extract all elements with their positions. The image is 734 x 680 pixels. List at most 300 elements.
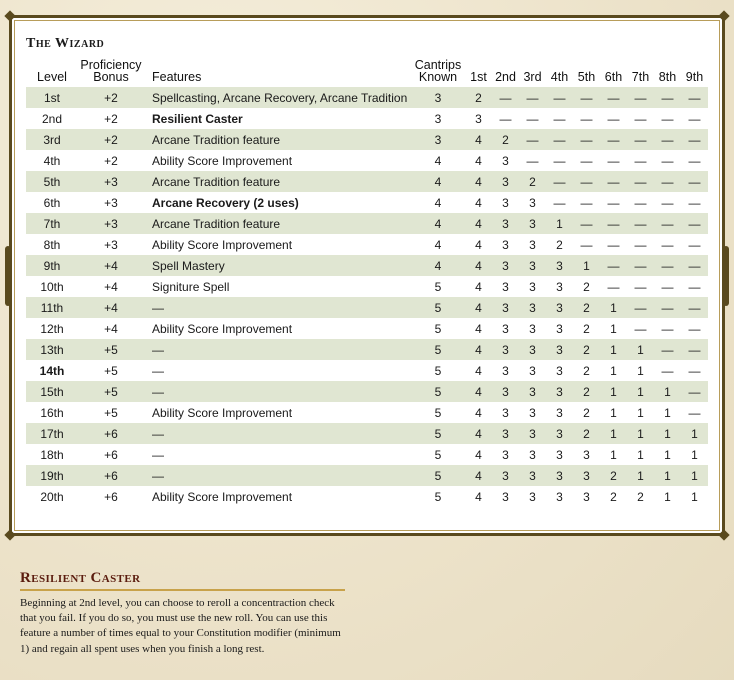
- row-spell-slot: 3: [546, 297, 573, 318]
- row-spell-slot: —: [607, 195, 620, 210]
- row-spell-slot: —: [661, 195, 674, 210]
- row-spell-slot: 1: [627, 423, 654, 444]
- row-spell-slot: —: [688, 237, 701, 252]
- row-cantrips-known: 5: [411, 339, 465, 360]
- row-spell-slot: 3: [573, 465, 600, 486]
- row-spell-slot: —: [553, 111, 566, 126]
- row-spell-slot: —: [654, 87, 681, 108]
- header-features: Features: [152, 70, 202, 84]
- row-spell-slot: —: [607, 279, 620, 294]
- table-row: [26, 465, 708, 486]
- row-features: —: [152, 447, 164, 462]
- row-proficiency-bonus: +2: [78, 129, 144, 150]
- section-title: Resilient Caster: [20, 570, 141, 586]
- header-slot-1st: 1st: [470, 70, 487, 84]
- row-spell-slot: —: [573, 129, 600, 150]
- row-spell-slot: —: [580, 237, 593, 252]
- row-spell-slot: 4: [465, 465, 492, 486]
- table-row: [26, 108, 708, 129]
- row-spell-slot: 1: [654, 465, 681, 486]
- row-spell-slot: —: [681, 381, 708, 402]
- row-spell-slot: 4: [465, 171, 492, 192]
- row-spell-slot: 2: [637, 489, 644, 504]
- row-spell-slot: —: [661, 363, 674, 378]
- row-proficiency-bonus: +6: [78, 423, 144, 444]
- row-features: Arcane Tradition feature: [144, 213, 411, 234]
- row-spell-slot: 3: [492, 339, 519, 360]
- row-spell-slot: 3: [502, 447, 509, 462]
- row-spell-slot: —: [661, 237, 674, 252]
- table-row: [26, 360, 708, 381]
- row-cantrips-known: 5: [434, 447, 442, 462]
- row-spell-slot: —: [580, 111, 593, 126]
- row-spell-slot: 3: [519, 465, 546, 486]
- row-spell-slot: —: [634, 279, 647, 294]
- row-spell-slot: 4: [475, 405, 482, 420]
- row-spell-slot: —: [600, 255, 627, 276]
- table-row: [26, 402, 708, 423]
- row-spell-slot: 3: [556, 279, 563, 294]
- row-spell-slot: 4: [465, 213, 492, 234]
- row-spell-slot: 3: [529, 363, 536, 378]
- row-spell-slot: 4: [475, 489, 482, 504]
- row-level: 4th: [43, 153, 61, 168]
- row-spell-slot: 3: [492, 171, 519, 192]
- row-spell-slot: —: [580, 153, 593, 168]
- row-level: 5th: [26, 171, 78, 192]
- row-spell-slot: 3: [529, 237, 536, 252]
- row-spell-slot: —: [600, 171, 627, 192]
- row-spell-slot: 1: [691, 447, 698, 462]
- row-spell-slot: —: [526, 153, 539, 168]
- row-spell-slot: 4: [475, 237, 482, 252]
- row-spell-slot: —: [519, 87, 546, 108]
- row-spell-slot: —: [681, 213, 708, 234]
- row-spell-slot: 4: [475, 321, 482, 336]
- row-level: 3rd: [26, 129, 78, 150]
- row-spell-slot: 3: [556, 489, 563, 504]
- row-spell-slot: 3: [556, 405, 563, 420]
- row-spell-slot: —: [688, 405, 701, 420]
- row-spell-slot: 2: [583, 321, 590, 336]
- row-level: 17th: [26, 423, 78, 444]
- row-spell-slot: 4: [475, 447, 482, 462]
- row-cantrips-known: 3: [411, 129, 465, 150]
- row-proficiency-bonus: +3: [78, 171, 144, 192]
- row-cantrips-known: 5: [411, 423, 465, 444]
- row-spell-slot: —: [627, 213, 654, 234]
- row-spell-slot: 3: [583, 447, 590, 462]
- row-spell-slot: 3: [546, 423, 573, 444]
- row-spell-slot: 4: [465, 381, 492, 402]
- row-spell-slot: —: [546, 129, 573, 150]
- row-spell-slot: 3: [519, 255, 546, 276]
- header-cantrips-known: Cantrips Known: [414, 58, 462, 84]
- row-proficiency-bonus: +6: [104, 489, 118, 504]
- row-features: Arcane Tradition feature: [144, 171, 411, 192]
- row-spell-slot: 1: [546, 213, 573, 234]
- class-table-frame: [9, 15, 725, 536]
- row-spell-slot: —: [627, 297, 654, 318]
- row-spell-slot: 1: [627, 339, 654, 360]
- row-spell-slot: 2: [600, 465, 627, 486]
- row-spell-slot: 1: [610, 405, 617, 420]
- frame-corner-ornament: [717, 9, 731, 23]
- header-slot-8th: 8th: [658, 70, 677, 84]
- row-proficiency-bonus: +5: [104, 363, 118, 378]
- row-spell-slot: 3: [502, 153, 509, 168]
- row-level: 2nd: [41, 111, 63, 126]
- row-spell-slot: 3: [492, 297, 519, 318]
- row-spell-slot: 4: [465, 423, 492, 444]
- table-row: [26, 255, 708, 276]
- row-spell-slot: —: [600, 87, 627, 108]
- row-spell-slot: —: [661, 153, 674, 168]
- row-spell-slot: 1: [637, 405, 644, 420]
- row-spell-slot: 1: [664, 447, 671, 462]
- row-spell-slot: 4: [475, 279, 482, 294]
- row-proficiency-bonus: +2: [104, 153, 118, 168]
- row-spell-slot: —: [553, 153, 566, 168]
- row-level: 19th: [26, 465, 78, 486]
- row-spell-slot: 3: [556, 447, 563, 462]
- row-spell-slot: 1: [654, 381, 681, 402]
- row-spell-slot: —: [546, 87, 573, 108]
- row-spell-slot: —: [681, 171, 708, 192]
- row-spell-slot: 2: [519, 171, 546, 192]
- row-spell-slot: 3: [529, 405, 536, 420]
- row-spell-slot: 2: [610, 489, 617, 504]
- row-spell-slot: —: [661, 321, 674, 336]
- row-features: Resilient Caster: [152, 111, 243, 126]
- row-spell-slot: 1: [654, 423, 681, 444]
- row-features: —: [144, 297, 411, 318]
- row-spell-slot: 1: [691, 489, 698, 504]
- row-spell-slot: 3: [529, 195, 536, 210]
- row-spell-slot: 4: [465, 129, 492, 150]
- row-level: 10th: [40, 279, 64, 294]
- table-row: [26, 339, 708, 360]
- row-spell-slot: —: [681, 339, 708, 360]
- row-level: 11th: [26, 297, 78, 318]
- row-spell-slot: —: [553, 195, 566, 210]
- frame-corner-ornament: [3, 528, 17, 542]
- row-spell-slot: —: [688, 321, 701, 336]
- header-slot-6th: 6th: [604, 70, 623, 84]
- table-title: The Wizard: [26, 36, 105, 51]
- row-cantrips-known: 5: [434, 321, 442, 336]
- row-spell-slot: 3: [546, 381, 573, 402]
- row-spell-slot: —: [654, 213, 681, 234]
- row-spell-slot: 1: [610, 321, 617, 336]
- row-spell-slot: 3: [475, 111, 482, 126]
- row-features: —: [144, 465, 411, 486]
- row-spell-slot: 3: [502, 405, 509, 420]
- row-spell-slot: —: [654, 129, 681, 150]
- row-spell-slot: —: [688, 111, 701, 126]
- table-row: [26, 213, 708, 234]
- row-cantrips-known: 5: [411, 381, 465, 402]
- section-title-underline: [20, 589, 345, 591]
- row-spell-slot: —: [600, 213, 627, 234]
- header-slot-2nd: 2nd: [495, 70, 516, 84]
- row-spell-slot: 3: [519, 339, 546, 360]
- row-spell-slot: 1: [681, 465, 708, 486]
- row-features: Arcane Tradition feature: [144, 129, 411, 150]
- row-proficiency-bonus: +6: [104, 447, 118, 462]
- row-spell-slot: 3: [492, 381, 519, 402]
- row-spell-slot: —: [526, 111, 539, 126]
- row-spell-slot: 3: [529, 321, 536, 336]
- row-proficiency-bonus: +4: [104, 321, 118, 336]
- row-spell-slot: 3: [502, 489, 509, 504]
- row-spell-slot: 1: [600, 381, 627, 402]
- row-features: Spell Mastery: [144, 255, 411, 276]
- row-proficiency-bonus: +5: [104, 405, 118, 420]
- row-cantrips-known: 5: [434, 363, 442, 378]
- row-spell-slot: 1: [600, 297, 627, 318]
- table-row: [26, 486, 708, 507]
- row-spell-slot: 3: [519, 297, 546, 318]
- table-body: [26, 87, 708, 507]
- row-proficiency-bonus: +3: [78, 213, 144, 234]
- row-spell-slot: 3: [529, 489, 536, 504]
- header-slot-3rd: 3rd: [523, 70, 542, 84]
- row-spell-slot: —: [681, 87, 708, 108]
- row-proficiency-bonus: +2: [104, 111, 118, 126]
- table-row: [26, 150, 708, 171]
- row-spell-slot: 2: [556, 237, 563, 252]
- row-features: —: [152, 363, 164, 378]
- row-features: Ability Score Improvement: [152, 237, 293, 252]
- row-cantrips-known: 4: [434, 195, 442, 210]
- header-proficiency-bonus: Proficiency Bonus: [80, 58, 142, 84]
- row-cantrips-known: 5: [411, 297, 465, 318]
- row-spell-slot: 1: [600, 423, 627, 444]
- row-spell-slot: —: [607, 111, 620, 126]
- row-level: 16th: [40, 405, 64, 420]
- row-spell-slot: 1: [610, 363, 617, 378]
- row-level: 9th: [26, 255, 78, 276]
- row-cantrips-known: 5: [434, 489, 442, 504]
- row-spell-slot: —: [580, 195, 593, 210]
- row-spell-slot: 1: [664, 489, 671, 504]
- header-level: Level: [37, 70, 67, 84]
- row-spell-slot: 3: [556, 321, 563, 336]
- frame-corner-ornament: [717, 528, 731, 542]
- row-spell-slot: 3: [492, 255, 519, 276]
- row-level: 20th: [40, 489, 64, 504]
- row-spell-slot: —: [492, 87, 519, 108]
- row-spell-slot: 4: [475, 363, 482, 378]
- header-slot-4th: 4th: [550, 70, 569, 84]
- row-spell-slot: 4: [465, 339, 492, 360]
- row-spell-slot: —: [607, 237, 620, 252]
- table-row: [26, 297, 708, 318]
- row-spell-slot: 1: [681, 423, 708, 444]
- row-spell-slot: —: [519, 129, 546, 150]
- row-spell-slot: 3: [546, 465, 573, 486]
- row-spell-slot: —: [654, 171, 681, 192]
- row-proficiency-bonus: +3: [104, 195, 118, 210]
- row-spell-slot: 3: [556, 363, 563, 378]
- row-cantrips-known: 5: [411, 465, 465, 486]
- row-spell-slot: 1: [664, 405, 671, 420]
- wizard-class-table: [26, 59, 708, 507]
- row-spell-slot: —: [654, 255, 681, 276]
- row-spell-slot: —: [661, 111, 674, 126]
- row-spell-slot: —: [634, 153, 647, 168]
- row-spell-slot: —: [681, 129, 708, 150]
- row-spell-slot: 2: [573, 339, 600, 360]
- row-spell-slot: —: [681, 297, 708, 318]
- row-level: 7th: [26, 213, 78, 234]
- row-level: 13th: [26, 339, 78, 360]
- table-row: [26, 318, 708, 339]
- row-cantrips-known: 4: [434, 237, 442, 252]
- table-row: [26, 423, 708, 444]
- row-level: 1st: [26, 87, 78, 108]
- row-proficiency-bonus: +2: [78, 87, 144, 108]
- row-spell-slot: 3: [529, 279, 536, 294]
- row-cantrips-known: 4: [411, 171, 465, 192]
- row-spell-slot: —: [654, 339, 681, 360]
- row-proficiency-bonus: +5: [78, 339, 144, 360]
- row-spell-slot: —: [688, 195, 701, 210]
- row-spell-slot: —: [654, 297, 681, 318]
- row-spell-slot: 4: [475, 195, 482, 210]
- table-row: [26, 171, 708, 192]
- row-spell-slot: 1: [610, 447, 617, 462]
- row-spell-slot: —: [627, 87, 654, 108]
- row-cantrips-known: 4: [434, 153, 442, 168]
- row-spell-slot: —: [681, 255, 708, 276]
- row-spell-slot: 4: [465, 255, 492, 276]
- row-cantrips-known: 4: [411, 255, 465, 276]
- row-cantrips-known: 3: [434, 111, 442, 126]
- row-spell-slot: —: [688, 363, 701, 378]
- header-slot-5th: 5th: [577, 70, 596, 84]
- row-spell-slot: 3: [583, 489, 590, 504]
- row-spell-slot: 2: [573, 381, 600, 402]
- row-spell-slot: 3: [492, 423, 519, 444]
- row-level: 18th: [40, 447, 64, 462]
- table-row: [26, 129, 708, 150]
- row-level: 12th: [40, 321, 64, 336]
- row-spell-slot: —: [573, 171, 600, 192]
- row-spell-slot: 2: [583, 405, 590, 420]
- row-proficiency-bonus: +4: [78, 297, 144, 318]
- row-cantrips-known: 3: [411, 87, 465, 108]
- frame-side-ornament: [5, 246, 11, 306]
- frame-side-ornament: [723, 246, 729, 306]
- row-cantrips-known: 5: [434, 405, 442, 420]
- row-spell-slot: 2: [583, 279, 590, 294]
- row-spell-slot: 2: [465, 87, 492, 108]
- table-row: [26, 381, 708, 402]
- row-cantrips-known: 4: [411, 213, 465, 234]
- row-level: 14th: [39, 363, 65, 378]
- row-spell-slot: 3: [519, 213, 546, 234]
- row-spell-slot: 1: [637, 447, 644, 462]
- row-spell-slot: —: [607, 153, 620, 168]
- row-spell-slot: —: [600, 129, 627, 150]
- row-features: Signiture Spell: [152, 279, 230, 294]
- row-level: 6th: [43, 195, 61, 210]
- table-row: [26, 444, 708, 465]
- row-spell-slot: —: [634, 237, 647, 252]
- row-spell-slot: 3: [502, 195, 509, 210]
- row-cantrips-known: 5: [434, 279, 442, 294]
- row-spell-slot: 2: [492, 129, 519, 150]
- row-spell-slot: 3: [502, 279, 509, 294]
- row-spell-slot: 1: [627, 381, 654, 402]
- row-spell-slot: —: [573, 213, 600, 234]
- row-spell-slot: —: [546, 171, 573, 192]
- row-features: Spellcasting, Arcane Recovery, Arcane Tradition: [144, 87, 411, 108]
- row-proficiency-bonus: +6: [78, 465, 144, 486]
- row-features: Ability Score Improvement: [152, 489, 293, 504]
- table-row: [26, 234, 708, 255]
- table-header-row: [26, 59, 708, 87]
- row-spell-slot: —: [688, 153, 701, 168]
- row-spell-slot: —: [634, 321, 647, 336]
- row-features: Ability Score Improvement: [152, 405, 293, 420]
- row-spell-slot: —: [627, 129, 654, 150]
- row-spell-slot: 3: [519, 423, 546, 444]
- row-spell-slot: 1: [637, 363, 644, 378]
- row-spell-slot: —: [627, 255, 654, 276]
- row-spell-slot: 3: [502, 321, 509, 336]
- header-slot-9th: 9th: [685, 70, 704, 84]
- table-row: [26, 276, 708, 297]
- table-row: [26, 87, 708, 108]
- row-spell-slot: —: [634, 111, 647, 126]
- row-features: Arcane Recovery (2 uses): [152, 195, 299, 210]
- row-spell-slot: —: [661, 279, 674, 294]
- row-level: 15th: [26, 381, 78, 402]
- row-spell-slot: 3: [502, 363, 509, 378]
- row-spell-slot: 1: [573, 255, 600, 276]
- row-spell-slot: 1: [600, 339, 627, 360]
- row-spell-slot: 2: [573, 423, 600, 444]
- row-proficiency-bonus: +4: [78, 255, 144, 276]
- row-spell-slot: 1: [627, 465, 654, 486]
- frame-corner-ornament: [3, 9, 17, 23]
- row-features: —: [144, 381, 411, 402]
- row-features: Ability Score Improvement: [152, 153, 293, 168]
- row-spell-slot: 3: [546, 339, 573, 360]
- row-proficiency-bonus: +5: [78, 381, 144, 402]
- row-features: Ability Score Improvement: [152, 321, 293, 336]
- table-row: [26, 192, 708, 213]
- row-level: 8th: [43, 237, 61, 252]
- row-spell-slot: —: [627, 171, 654, 192]
- row-spell-slot: 2: [583, 363, 590, 378]
- section-body-text: Beginning at 2nd level, you can choose to reroll a concentraction check that you fail. If you do so, you must use the new roll. You can use this feature a number of times equal to your Constitution modifier (minimum 1) and regain all spent uses when you finish a long rest.: [20, 597, 341, 655]
- row-spell-slot: —: [688, 279, 701, 294]
- row-spell-slot: —: [499, 111, 512, 126]
- row-proficiency-bonus: +3: [104, 237, 118, 252]
- row-spell-slot: 3: [529, 447, 536, 462]
- row-spell-slot: —: [634, 195, 647, 210]
- row-spell-slot: 3: [519, 381, 546, 402]
- row-spell-slot: —: [573, 87, 600, 108]
- row-spell-slot: 3: [546, 255, 573, 276]
- row-spell-slot: 3: [492, 213, 519, 234]
- row-spell-slot: 4: [475, 153, 482, 168]
- row-features: —: [144, 339, 411, 360]
